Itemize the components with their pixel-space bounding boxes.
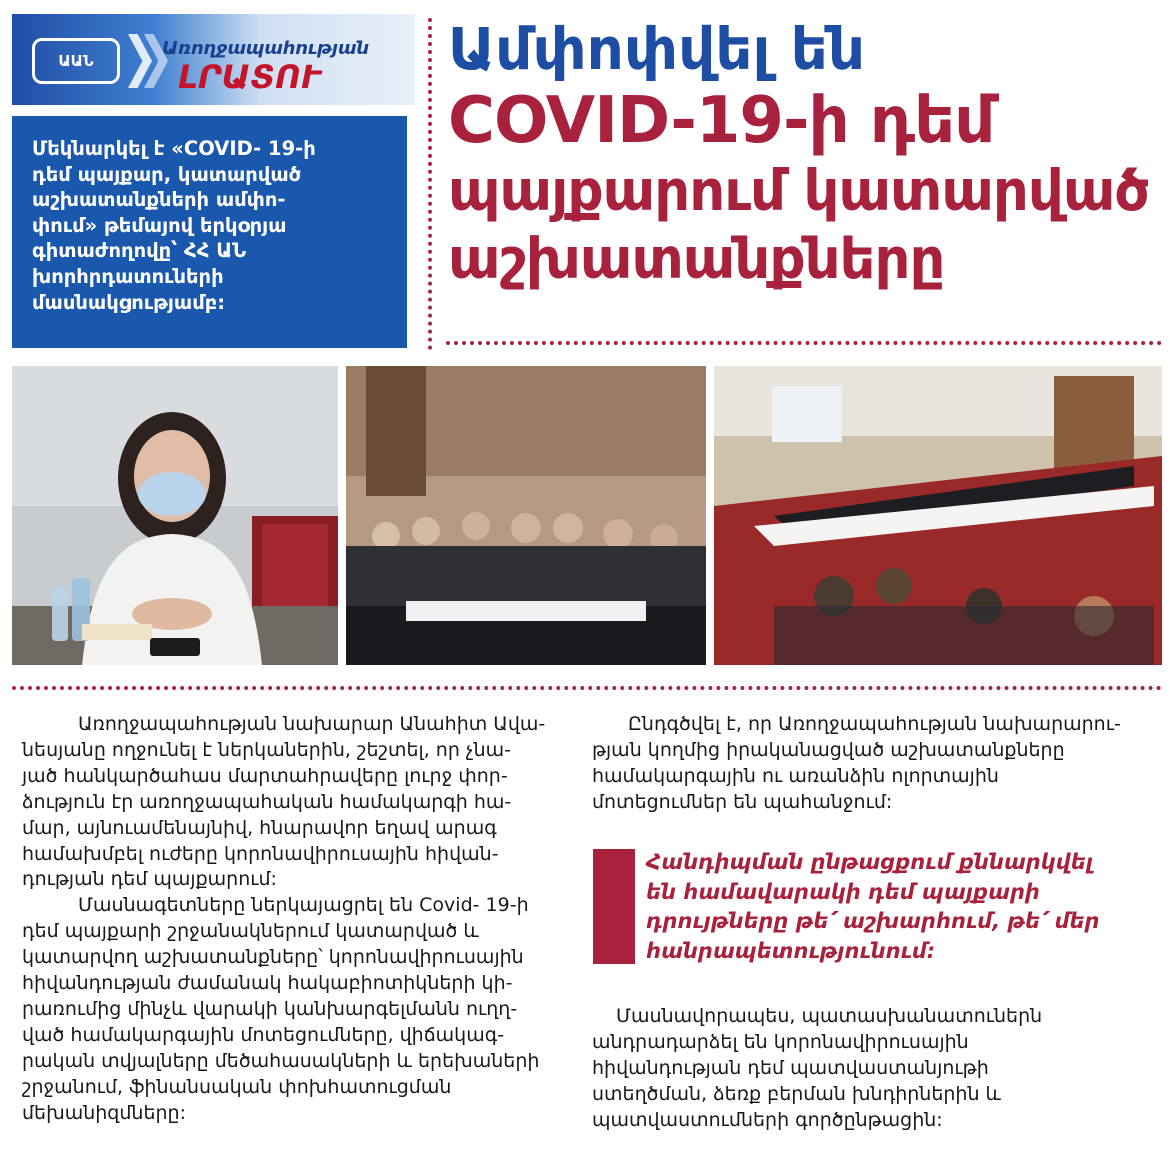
- body-line: համակարգային ու առանձին ոլորտային: [592, 764, 999, 787]
- body-line: շրջանում, ֆինանսական փոխհատուցման: [22, 1075, 452, 1098]
- lead-line: մասնակցությամբ:: [32, 290, 226, 314]
- body-line: համախմբել ուժերը կորոնավիրուսային հիվան-: [22, 842, 499, 865]
- body-line: րառումից մինչև վարակի կանխարգելմանն ուղղ-: [22, 997, 518, 1020]
- lead-line: փում» թեմայով երկօրյա: [32, 213, 287, 237]
- body-line: մեխանիզմները:: [22, 1101, 186, 1124]
- body-line: մար, այնուամենայնիվ, հնարավոր եղավ արագ: [22, 816, 497, 839]
- quote-line: են համավարակի դեմ պայքարի: [646, 879, 1040, 904]
- quote-line: հանրապետությունում:: [646, 938, 936, 963]
- quote-bar: [593, 849, 635, 964]
- headline-divider: [446, 341, 1162, 345]
- body-line: նեսյանը ողջունել է ներկաներին, շեշտել, որ չնա-: [22, 738, 511, 761]
- vertical-divider: [428, 18, 432, 350]
- conference-hall-photo: [714, 366, 1162, 665]
- body-line: յած հանկարծահաս մարտահրավերը լուրջ փոր-: [22, 764, 508, 787]
- body-line: Առողջապահության նախարար Անահիտ Ավա-: [78, 713, 546, 735]
- photo-illustration: [346, 366, 706, 665]
- body-line: հիվանդության դեմ պատվաստանյութի: [592, 1056, 989, 1079]
- lead-box: [12, 116, 407, 348]
- body-line: Մասնագետները ներկայացրել են Covid- 19-ի: [78, 894, 529, 917]
- photo-illustration: [12, 366, 338, 665]
- headline-line-3: պայքարում կատարված: [448, 159, 1150, 224]
- body-line: ստեղծման, ձեռք բերման խնդիրներին և: [592, 1082, 1001, 1105]
- body-line: կատարվող աշխատանքները՝ կորոնավիրուսային: [22, 946, 524, 969]
- body-line: ված համակարգային մոտեցումները, վիճակագ-: [22, 1023, 505, 1046]
- logo-title: ԼՐԱՏՈՒ: [178, 58, 322, 96]
- article-column-right-top: [588, 712, 1163, 816]
- quote-line: դրույթները թե՛ աշխարհում, թե՛ մեր: [646, 909, 1100, 933]
- body-line: հիվանդության ժամանակ հակաբիոտիկների կի-: [22, 972, 513, 995]
- article-headline: [448, 14, 1166, 294]
- body-line: Ընդգծվել է, որ Առողջապահության նախարարու-: [628, 713, 1121, 735]
- body-line: րական տվյալները մեծահասակների և երեխաների: [22, 1049, 540, 1072]
- section-divider: [12, 686, 1162, 690]
- body-line: դության դեմ պայքարում:: [22, 868, 277, 891]
- article-column-right-bottom: [592, 1004, 1167, 1134]
- lead-line: աշխատանքների ամփո-: [32, 188, 286, 212]
- body-line: ձություն էր առողջապահական համակարգի հա-: [22, 790, 512, 813]
- pull-quote: [646, 848, 1161, 966]
- body-line: թյան կողմից իրականացված աշխատանքները: [592, 738, 1065, 761]
- logo-subtitle: Առողջապահության: [162, 38, 369, 59]
- quote-line: Հանդիպման ընթացքում քննարկվել: [646, 850, 1093, 874]
- body-line: դեմ պայքարի շրջանակներում կատարված և: [22, 920, 479, 943]
- body-line: մոտեցումներ են պահանջում:: [592, 790, 893, 813]
- headline-line-1: Ամփոփվել են: [448, 15, 866, 83]
- article-column-left: [22, 712, 582, 1127]
- lead-line: դեմ պայքար, կատարված: [32, 162, 302, 186]
- lead-line: Մեկնարկել է «COVID- 19-ի: [32, 137, 316, 160]
- ministry-badge-icon: ԱԱՆ: [32, 38, 120, 84]
- lead-line: գիտաժողովը՝ ՀՀ ԱՆ: [32, 239, 247, 263]
- body-line: Մասնավորապես, պատասխանատուներն: [616, 1005, 1043, 1027]
- body-line: պատվաստումների գործընթացին:: [592, 1108, 943, 1131]
- lead-line: խորհրդատուների: [32, 264, 224, 288]
- photo-illustration: [714, 366, 1162, 665]
- officials-at-table-photo: [346, 366, 706, 665]
- body-line: անդրադարձել են կորոնավիրուսային: [592, 1030, 969, 1053]
- woman-with-mask-photo: [12, 366, 338, 665]
- headline-line-4: աշխատանքները: [448, 227, 945, 292]
- publication-logo: [12, 14, 415, 105]
- headline-line-2: COVID-19-ի դեմ: [448, 84, 995, 158]
